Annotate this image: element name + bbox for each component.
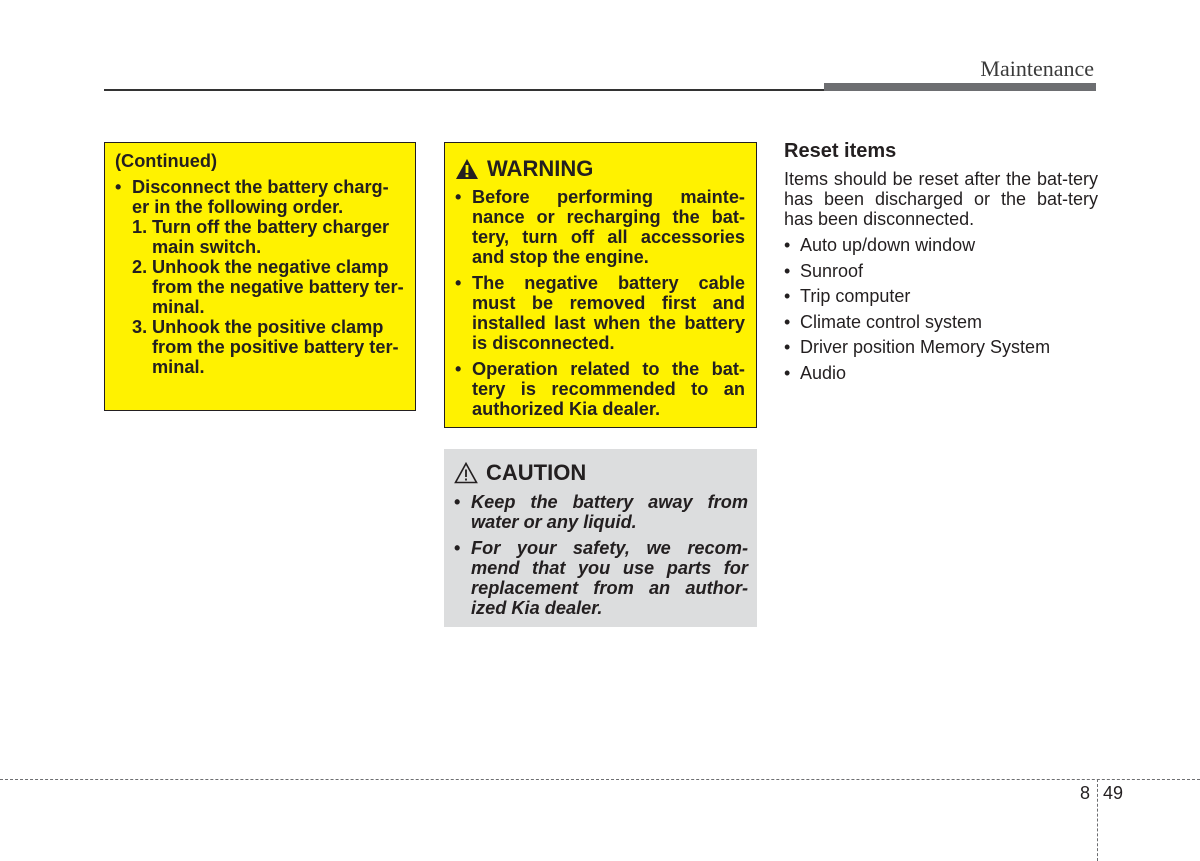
step-text: Unhook the positive clamp from the positive battery ter-minal. [152, 317, 399, 377]
warning-item: • Before performing mainte-nance or recharging the bat-tery, turn off all accessories and stop the engine. [455, 187, 745, 267]
warning-item: • The negative battery cable must be removed first and installed last when the battery is disconnected. [455, 273, 745, 353]
step-text: Turn off the battery charger main switch. [152, 217, 390, 257]
chapter-number: 8 [1080, 783, 1091, 803]
step-number: 1. [132, 217, 148, 237]
warning-triangle-filled-icon [455, 158, 479, 180]
step-number: 2. [132, 257, 148, 277]
list-item: • Sunroof [784, 261, 1050, 287]
header-rule-accent [824, 83, 1096, 91]
caution-triangle-outline-icon [454, 462, 478, 484]
step-text: Unhook the negative clamp from the negative battery ter-minal. [152, 257, 404, 317]
warning-box [444, 142, 757, 428]
caution-title: CAUTION [486, 460, 587, 485]
step-item [115, 257, 405, 317]
list-item: • Audio [784, 363, 1050, 389]
caution-item: • For your safety, we recom-mend that you use parts for replacement from an author-ized Kia dealer. [454, 538, 748, 618]
step-item [115, 217, 405, 257]
step-item [115, 317, 405, 377]
caution-item: • Keep the battery away from water or any liquid. [454, 492, 748, 532]
header-rule [104, 89, 824, 91]
continued-title: (Continued) [115, 151, 218, 171]
footer-divider [0, 779, 1200, 780]
section-title: Maintenance [980, 56, 1094, 81]
warning-heading [455, 155, 745, 183]
page-number: 49 [1103, 783, 1124, 803]
footer-vertical-divider [1097, 779, 1098, 861]
warning-title: WARNING [487, 156, 594, 181]
reset-items-list [784, 235, 1050, 389]
reset-items-description: Items should be reset after the bat-tery has been discharged or the bat-tery has been disconnected. [784, 169, 1098, 229]
continued-bullet: • Disconnect the battery charg-er in the following order. [115, 177, 405, 217]
step-number: 3. [132, 317, 148, 337]
continued-notice-box [104, 142, 416, 411]
list-item: • Driver position Memory System [784, 337, 1050, 363]
reset-items-heading: Reset items [784, 140, 897, 162]
caution-heading [454, 459, 748, 487]
caution-box [444, 449, 757, 627]
warning-item: • Operation related to the bat-tery is recommended to an authorized Kia dealer. [455, 359, 745, 419]
list-item: • Climate control system [784, 312, 1050, 338]
list-item: • Auto up/down window [784, 235, 1050, 261]
list-item: • Trip computer [784, 286, 1050, 312]
